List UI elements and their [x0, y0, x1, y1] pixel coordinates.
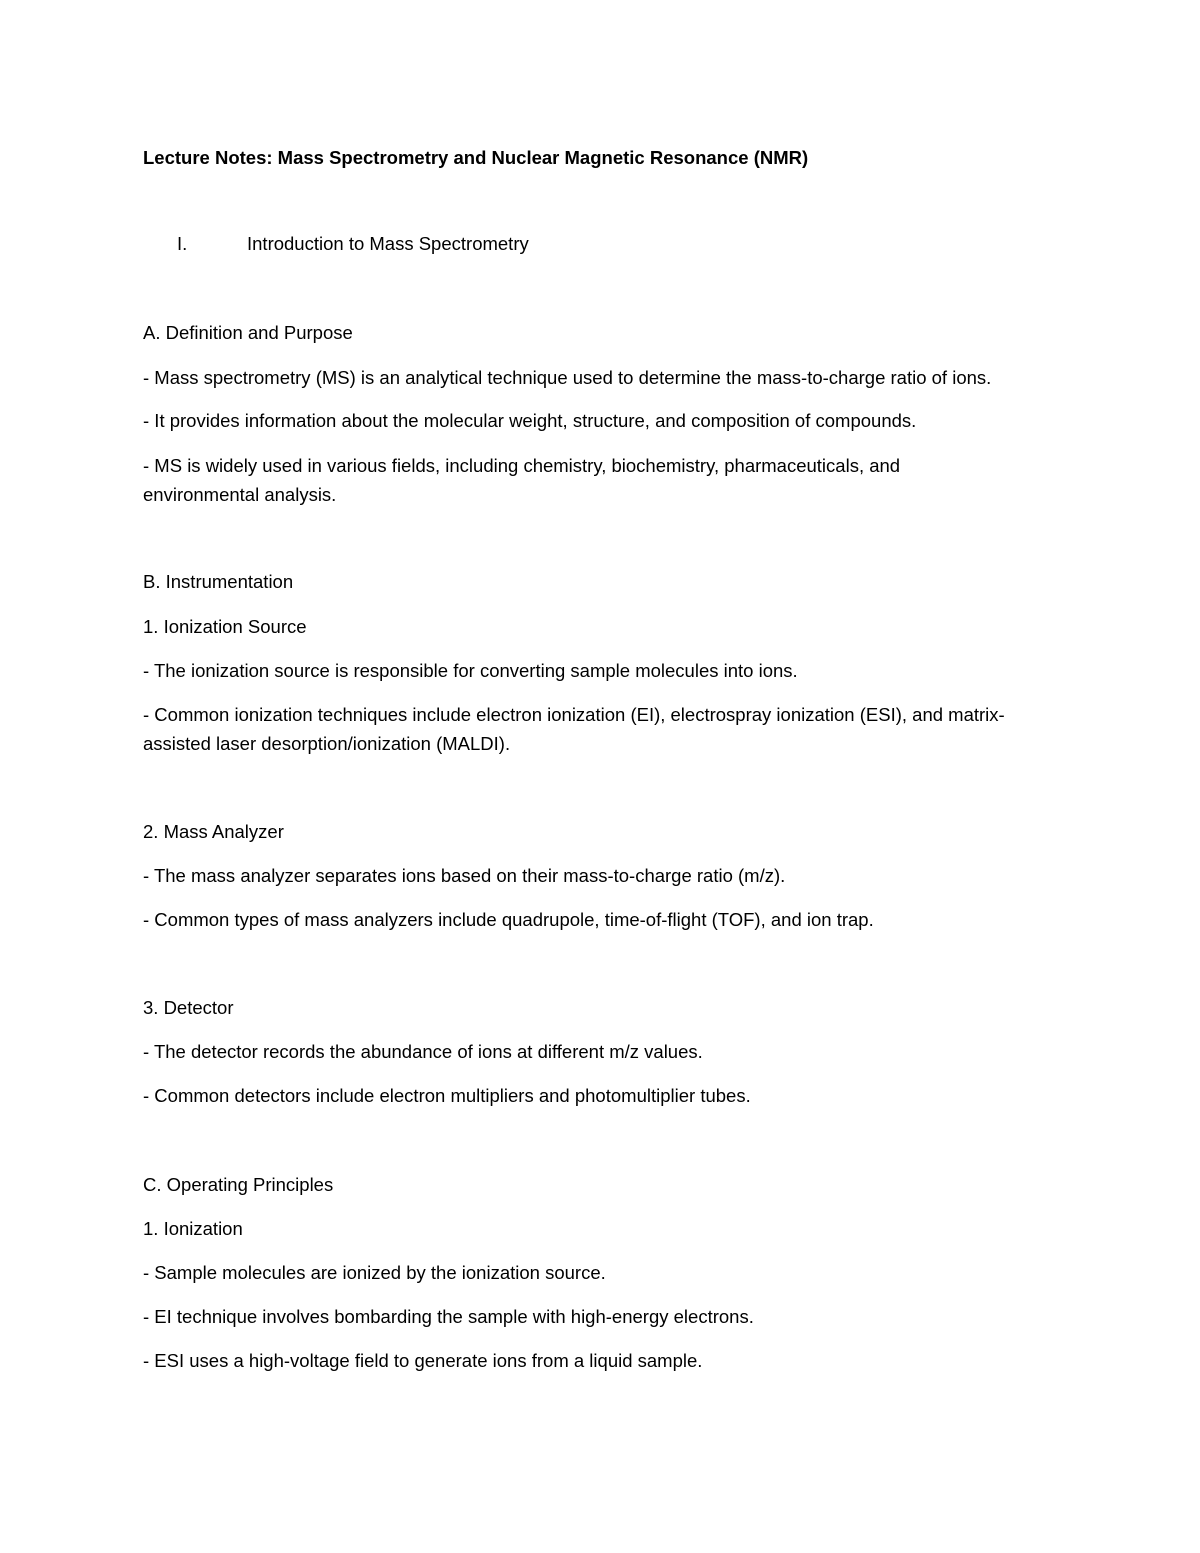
document-title: Lecture Notes: Mass Spectrometry and Nuclear Magnetic Resonance (NMR)	[143, 147, 809, 168]
bullet-item: - Sample molecules are ionized by the ionization source.	[143, 1262, 606, 1283]
numbered-heading: 2. Mass Analyzer	[143, 821, 284, 842]
numbered-heading: 1. Ionization	[143, 1218, 243, 1239]
section-number: I.	[177, 233, 188, 254]
numbered-heading: 3. Detector	[143, 997, 234, 1018]
bullet-item: - The detector records the abundance of ions at different m/z values.	[143, 1041, 703, 1062]
subsection-heading-c: C. Operating Principles	[143, 1174, 334, 1195]
bullet-item: - Mass spectrometry (MS) is an analytical technique used to determine the mass-to-charge ratio of ions.	[143, 367, 992, 388]
bullet-item: - EI technique involves bombarding the sample with high-energy electrons.	[143, 1306, 754, 1327]
bullet-item: - Common types of mass analyzers include quadrupole, time-of-flight (TOF), and ion trap.	[143, 909, 874, 930]
bullet-item: - The mass analyzer separates ions based on their mass-to-charge ratio (m/z).	[143, 865, 786, 886]
bullet-item: - It provides information about the molecular weight, structure, and composition of compounds.	[143, 410, 917, 431]
section-heading: Introduction to Mass Spectrometry	[247, 233, 529, 254]
bullet-item: - Common detectors include electron multipliers and photomultiplier tubes.	[143, 1085, 751, 1106]
bullet-item: - The ionization source is responsible for converting sample molecules into ions.	[143, 660, 798, 681]
bullet-item: - Common ionization techniques include electron ionization (EI), electrospray ionization (ESI), and matrix-assisted laser desorption/ionization (MALDI).	[143, 704, 1005, 754]
bullet-item: - ESI uses a high-voltage field to generate ions from a liquid sample.	[143, 1350, 703, 1371]
bullet-item: - MS is widely used in various fields, including chemistry, biochemistry, pharmaceuticals, and environmental analysis.	[143, 455, 901, 505]
numbered-heading: 1. Ionization Source	[143, 616, 307, 637]
subsection-heading-b: B. Instrumentation	[143, 571, 294, 592]
subsection-heading-a: A. Definition and Purpose	[143, 322, 353, 343]
